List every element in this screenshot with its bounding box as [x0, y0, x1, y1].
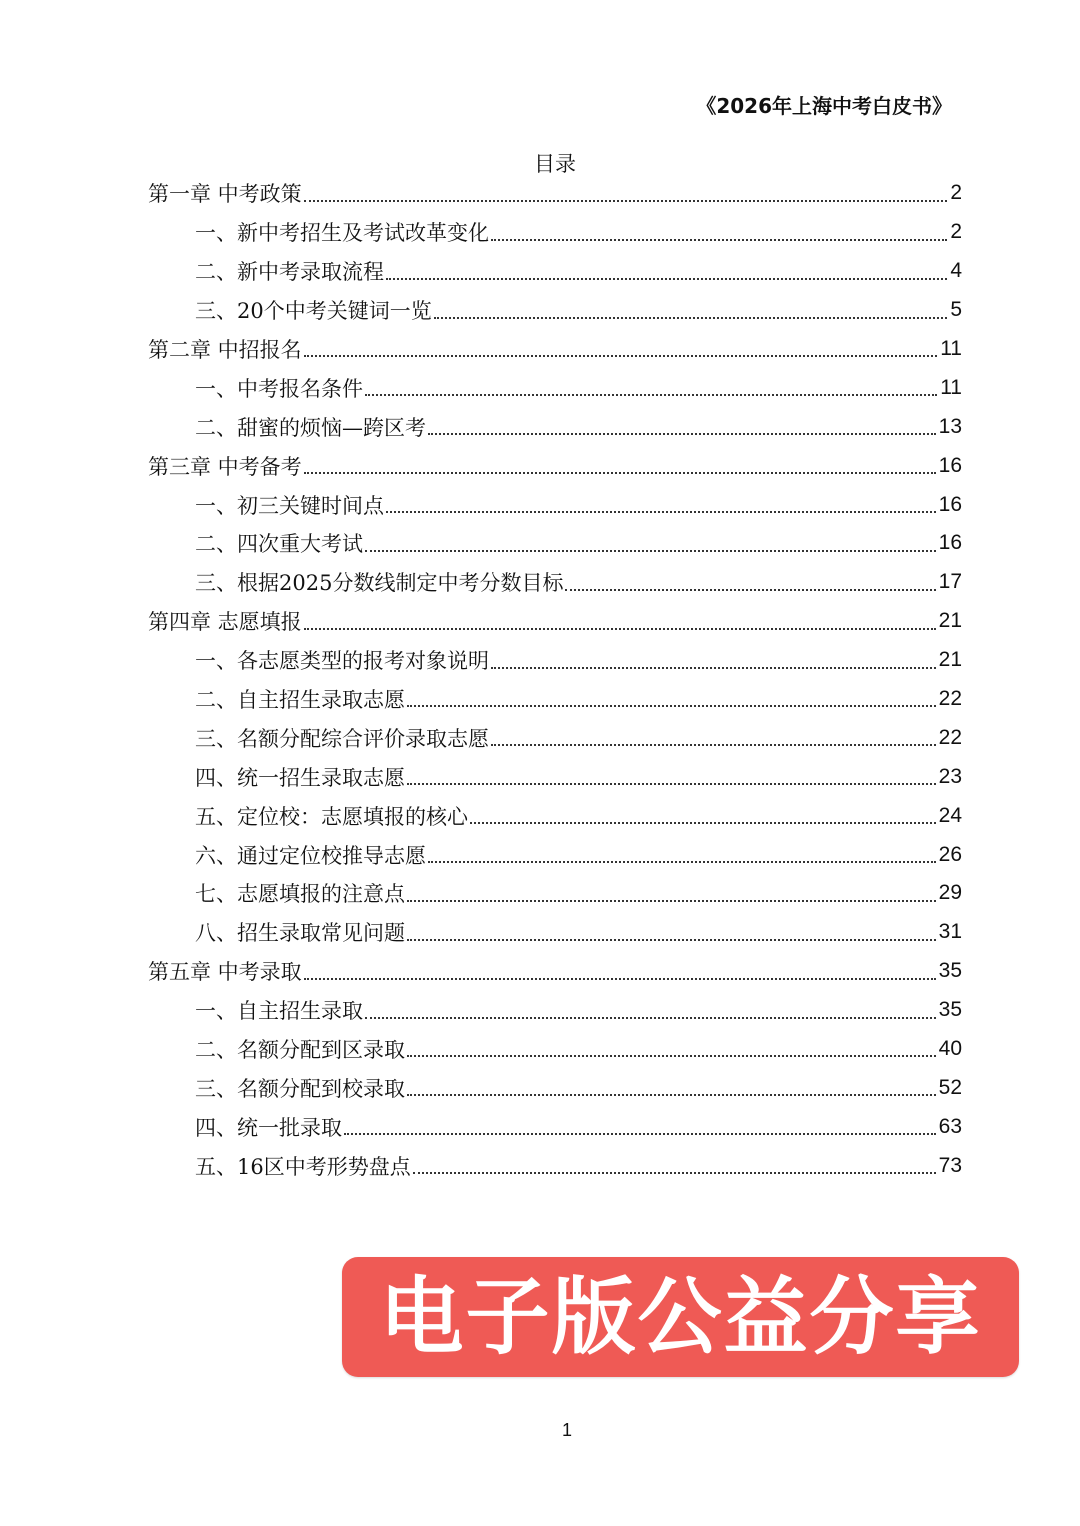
toc-chapter-entry[interactable] [148, 602, 962, 641]
toc-entry-label: 一、各志愿类型的报考对象说明 [195, 649, 489, 674]
toc-section-entry[interactable] [148, 991, 962, 1030]
toc-entry-label: 一、初三关键时间点 [195, 493, 384, 518]
toc-entry-page: 40 [938, 1037, 962, 1061]
toc-entry-page: 35 [938, 959, 962, 983]
toc-dot-leader [304, 628, 936, 630]
toc-entry-page: 35 [938, 998, 962, 1022]
toc-section-entry[interactable] [148, 1030, 962, 1069]
toc-section-entry[interactable] [148, 563, 962, 602]
toc-entry-label: 三、根据2025分数线制定中考分数目标 [195, 571, 564, 596]
toc-entry-label: 第三章 中考备考 [148, 454, 302, 479]
toc-section-entry[interactable] [148, 291, 962, 330]
toc-entry-page: 22 [938, 725, 962, 749]
toc-entry-label: 一、中考报名条件 [195, 376, 363, 401]
toc-entry-label: 五、16区中考形势盘点 [195, 1154, 411, 1179]
toc-chapter-entry[interactable] [148, 174, 962, 213]
toc-entry-page: 23 [938, 764, 962, 788]
toc-dot-leader [365, 550, 936, 552]
toc-dot-leader [407, 1055, 936, 1057]
toc-entry-label: 二、甜蜜的烦恼—跨区考 [195, 415, 426, 440]
toc-dot-leader [428, 861, 936, 863]
toc-entry-label: 三、名额分配到校录取 [195, 1076, 405, 1101]
toc-entry-page: 17 [938, 570, 962, 594]
toc-dot-leader [407, 705, 936, 707]
toc-dot-leader [491, 744, 936, 746]
share-banner [342, 1257, 1019, 1377]
toc-dot-leader [386, 278, 947, 280]
toc-entry-label: 二、自主招生录取志愿 [195, 688, 405, 713]
toc-entry-label: 三、名额分配综合评价录取志愿 [195, 726, 489, 751]
toc-entry-label: 五、定位校：志愿填报的核心 [195, 804, 468, 829]
toc-entry-label: 四、统一招生录取志愿 [195, 765, 405, 790]
toc-entry-label: 一、自主招生录取 [195, 999, 363, 1024]
toc-dot-leader [304, 200, 948, 202]
toc-entry-page: 2 [950, 181, 962, 205]
toc-entry-label: 第四章 志愿填报 [148, 610, 302, 635]
toc-entry-page: 26 [938, 842, 962, 866]
toc-section-entry[interactable] [148, 757, 962, 796]
toc-entry-label: 三、20个中考关键词一览 [195, 299, 432, 324]
toc-section-entry[interactable] [148, 835, 962, 874]
toc-entry-page: 24 [938, 803, 962, 827]
toc-dot-leader [407, 939, 936, 941]
toc-entry-label: 六、通过定位校推导志愿 [195, 843, 426, 868]
toc-entry-page: 11 [940, 375, 962, 399]
toc-entry-page: 63 [938, 1114, 962, 1138]
toc-section-entry[interactable] [148, 524, 962, 563]
toc-entry-label: 七、志愿填报的注意点 [195, 882, 405, 907]
toc-entry-label: 第二章 中招报名 [148, 338, 302, 362]
toc-entry-label: 二、名额分配到区录取 [195, 1038, 405, 1063]
toc-dot-leader [413, 1172, 936, 1174]
toc-chapter-entry[interactable] [148, 952, 962, 991]
toc-entry-page: 21 [938, 648, 962, 672]
toc-dot-leader [491, 667, 936, 669]
toc-entry-label: 一、新中考招生及考试改革变化 [195, 221, 489, 246]
toc-entry-page: 11 [940, 337, 962, 360]
table-of-contents [148, 174, 962, 1185]
toc-entry-page: 21 [938, 609, 962, 633]
toc-chapter-entry[interactable] [148, 330, 962, 369]
toc-entry-page: 13 [938, 414, 962, 438]
toc-title: 目录 [534, 152, 576, 176]
page-number: 1 [561, 1420, 572, 1440]
toc-section-entry[interactable] [148, 252, 962, 291]
toc-section-entry[interactable] [148, 485, 962, 524]
share-banner-text: 电子版公益分享 [379, 1268, 982, 1366]
toc-section-entry[interactable] [148, 407, 962, 446]
toc-section-entry[interactable] [148, 796, 962, 835]
toc-section-entry[interactable] [148, 641, 962, 680]
toc-entry-label: 二、新中考录取流程 [195, 260, 384, 285]
toc-chapter-entry[interactable] [148, 446, 962, 485]
toc-entry-label: 四、统一批录取 [195, 1115, 342, 1140]
toc-entry-page: 22 [938, 687, 962, 711]
toc-entry-page: 16 [938, 453, 962, 477]
toc-dot-leader [407, 900, 936, 902]
toc-entry-label: 二、四次重大考试 [195, 532, 363, 557]
toc-section-entry[interactable] [148, 1146, 962, 1185]
toc-dot-leader [365, 394, 937, 396]
toc-section-entry[interactable] [148, 1107, 962, 1146]
toc-entry-page: 16 [938, 492, 962, 516]
toc-section-entry[interactable] [148, 368, 962, 407]
toc-entry-label: 第一章 中考政策 [148, 182, 302, 207]
toc-entry-page: 4 [950, 259, 962, 283]
toc-dot-leader [407, 783, 936, 785]
toc-entry-label: 八、招生录取常见问题 [195, 921, 405, 946]
book-title-header: 《2026年上海中考白皮书》 [696, 94, 952, 118]
toc-section-entry[interactable] [148, 213, 962, 252]
toc-entry-page: 73 [938, 1153, 962, 1177]
toc-dot-leader [428, 433, 936, 435]
toc-entry-page: 29 [938, 881, 962, 905]
toc-section-entry[interactable] [148, 718, 962, 757]
toc-dot-leader [491, 239, 947, 241]
toc-entry-page: 5 [950, 298, 962, 322]
toc-dot-leader [565, 589, 935, 591]
toc-section-entry[interactable] [148, 874, 962, 913]
toc-dot-leader [365, 1017, 936, 1019]
toc-dot-leader [304, 355, 938, 357]
toc-dot-leader [344, 1133, 936, 1135]
toc-dot-leader [470, 822, 936, 824]
toc-entry-page: 31 [938, 920, 962, 944]
toc-section-entry[interactable] [148, 913, 962, 952]
toc-dot-leader [407, 1094, 936, 1096]
toc-dot-leader [386, 511, 936, 513]
toc-section-entry[interactable] [148, 1068, 962, 1107]
toc-section-entry[interactable] [148, 680, 962, 719]
toc-entry-label: 第五章 中考录取 [148, 960, 302, 985]
toc-dot-leader [304, 978, 936, 980]
toc-entry-page: 2 [950, 220, 962, 244]
toc-entry-page: 16 [938, 531, 962, 555]
toc-dot-leader [434, 317, 948, 319]
toc-dot-leader [304, 472, 936, 474]
toc-entry-page: 52 [938, 1075, 962, 1099]
